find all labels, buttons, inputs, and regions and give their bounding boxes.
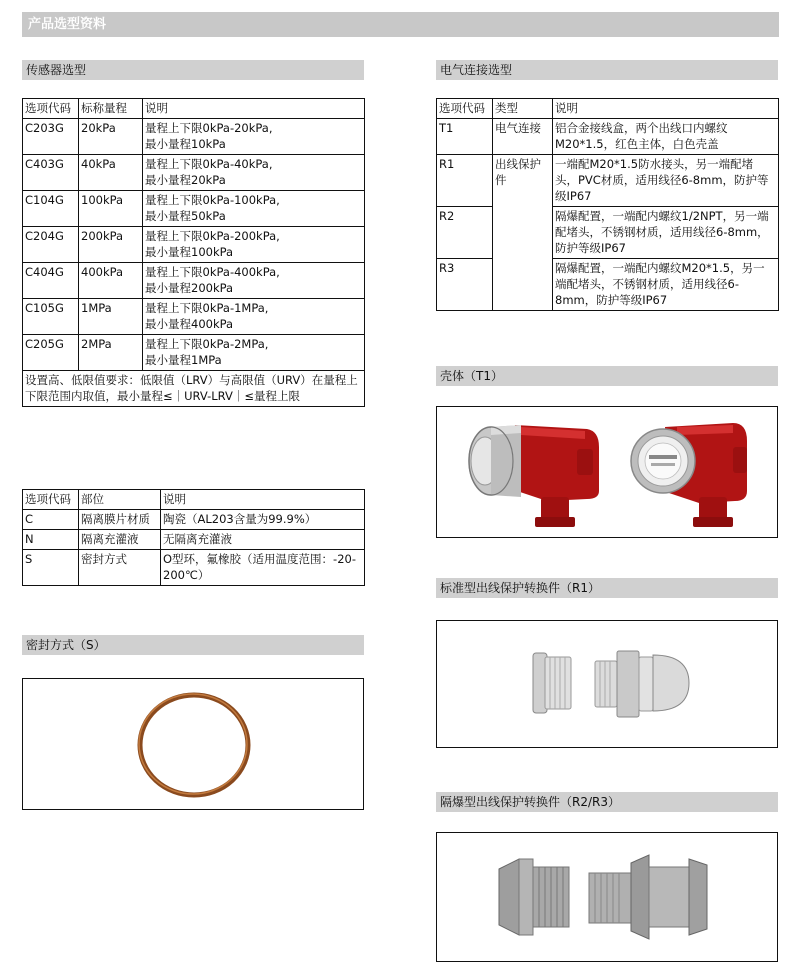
range-description: 量程上下限0kPa-1MPa, 最小量程400kPa <box>143 299 365 335</box>
page-title: 产品选型资料 <box>22 12 779 37</box>
ex-plug-part <box>499 859 569 935</box>
nominal-range: 100kPa <box>79 191 143 227</box>
range-description: 量程上下限0kPa-40kPa, 最小量程20kPa <box>143 155 365 191</box>
range-description: 量程上下限0kPa-2MPa, 最小量程1MPa <box>143 335 365 371</box>
option-code: C105G <box>23 299 79 335</box>
header-part: 部位 <box>79 490 161 510</box>
option-code: N <box>23 530 79 550</box>
nominal-range: 200kPa <box>79 227 143 263</box>
table-row <box>23 335 365 371</box>
table-row <box>23 227 365 263</box>
header-range: 标称量程 <box>79 99 143 119</box>
range-description: 量程上下限0kPa-200kPa, 最小量程100kPa <box>143 227 365 263</box>
range-description: 量程上下限0kPa-100kPa, 最小量程50kPa <box>143 191 365 227</box>
ex-fitting-section-title: 隔爆型出线保护转换件（R2/R3） <box>436 792 778 812</box>
connection-description: 隔爆配置，一端配内螺纹M20*1.5，另一端配堵头，不锈钢材质，适用线径6-8mm，防护等级IP67 <box>553 259 779 311</box>
std-fitting-image <box>437 621 777 747</box>
nominal-range: 1MPa <box>79 299 143 335</box>
table-row <box>437 155 779 207</box>
table-row <box>23 263 365 299</box>
connection-description: 铝合金接线盒，两个出线口内螺纹M20*1.5，红色主体，白色壳盖 <box>553 119 779 155</box>
sensor-table <box>22 98 365 407</box>
header-desc: 说明 <box>553 99 779 119</box>
header-code: 选项代码 <box>437 99 493 119</box>
table-row <box>23 510 365 530</box>
option-code: C104G <box>23 191 79 227</box>
option-code: R1 <box>437 155 493 207</box>
range-description: 量程上下限0kPa-20kPa, 最小量程10kPa <box>143 119 365 155</box>
seal-figure <box>22 678 364 810</box>
table-row <box>23 530 365 550</box>
part-description: 陶瓷（AL203含量为99.9%） <box>161 510 365 530</box>
option-code: C <box>23 510 79 530</box>
option-code: C403G <box>23 155 79 191</box>
table-row <box>23 119 365 155</box>
table-header-row <box>23 490 365 510</box>
part-description: O型环，氟橡胶（适用温度范围：-20-200℃） <box>161 550 365 586</box>
option-code: S <box>23 550 79 586</box>
part-name: 密封方式 <box>79 550 161 586</box>
electrical-section-title: 电气连接选型 <box>436 60 778 80</box>
ex-fitting-figure <box>436 832 778 962</box>
option-code: C203G <box>23 119 79 155</box>
header-type: 类型 <box>493 99 553 119</box>
table-header-row <box>23 99 365 119</box>
sensor-section-title: 传感器选型 <box>22 60 364 80</box>
std-fitting-section-title: 标准型出线保护转换件（R1） <box>436 578 778 598</box>
table-row <box>23 299 365 335</box>
housing-front-view <box>631 423 747 527</box>
option-code: C205G <box>23 335 79 371</box>
header-code: 选项代码 <box>23 490 79 510</box>
seal-section-title: 密封方式（S） <box>22 635 364 655</box>
connection-type: 电气连接 <box>493 119 553 155</box>
housing-figure <box>436 406 778 538</box>
ex-fitting-image <box>437 833 777 961</box>
o-ring-image <box>23 679 363 809</box>
option-code: T1 <box>437 119 493 155</box>
connection-description: 隔爆配置，一端配内螺纹1/2NPT，另一端配堵头，不锈钢材质，适用线径6-8mm，防护等级IP67 <box>553 207 779 259</box>
connection-type: 出线保护件 <box>493 155 553 311</box>
nominal-range: 40kPa <box>79 155 143 191</box>
plug-part <box>533 653 571 713</box>
table-row <box>23 191 365 227</box>
electrical-table <box>436 98 779 311</box>
range-setting-note: 设置高、低限值要求：低限值（LRV）与高限值（URV）在量程上下限范围内取值，最小量程≤｜URV-LRV｜≤量程上限 <box>23 371 365 407</box>
std-fitting-figure <box>436 620 778 748</box>
nominal-range: 20kPa <box>79 119 143 155</box>
table-header-row <box>437 99 779 119</box>
table-row <box>437 119 779 155</box>
ex-gland-part <box>589 855 707 939</box>
option-code: R3 <box>437 259 493 311</box>
table-row <box>23 155 365 191</box>
header-desc: 说明 <box>143 99 365 119</box>
nominal-range: 2MPa <box>79 335 143 371</box>
connection-description: 一端配M20*1.5防水接头，另一端配堵头，PVC材质，适用线径6-8mm，防护等级IP67 <box>553 155 779 207</box>
housing-image <box>437 407 777 537</box>
option-code: R2 <box>437 207 493 259</box>
cable-gland-part <box>595 651 689 717</box>
part-name: 隔离充灌液 <box>79 530 161 550</box>
housing-section-title: 壳体（T1） <box>436 366 778 386</box>
housing-side-view <box>469 425 599 527</box>
material-table <box>22 489 365 586</box>
table-row <box>437 259 779 311</box>
table-row <box>23 371 365 407</box>
part-name: 隔离膜片材质 <box>79 510 161 530</box>
table-row <box>437 207 779 259</box>
nominal-range: 400kPa <box>79 263 143 299</box>
table-row <box>23 550 365 586</box>
header-desc: 说明 <box>161 490 365 510</box>
range-description: 量程上下限0kPa-400kPa, 最小量程200kPa <box>143 263 365 299</box>
part-description: 无隔离充灌液 <box>161 530 365 550</box>
option-code: C404G <box>23 263 79 299</box>
option-code: C204G <box>23 227 79 263</box>
header-code: 选项代码 <box>23 99 79 119</box>
